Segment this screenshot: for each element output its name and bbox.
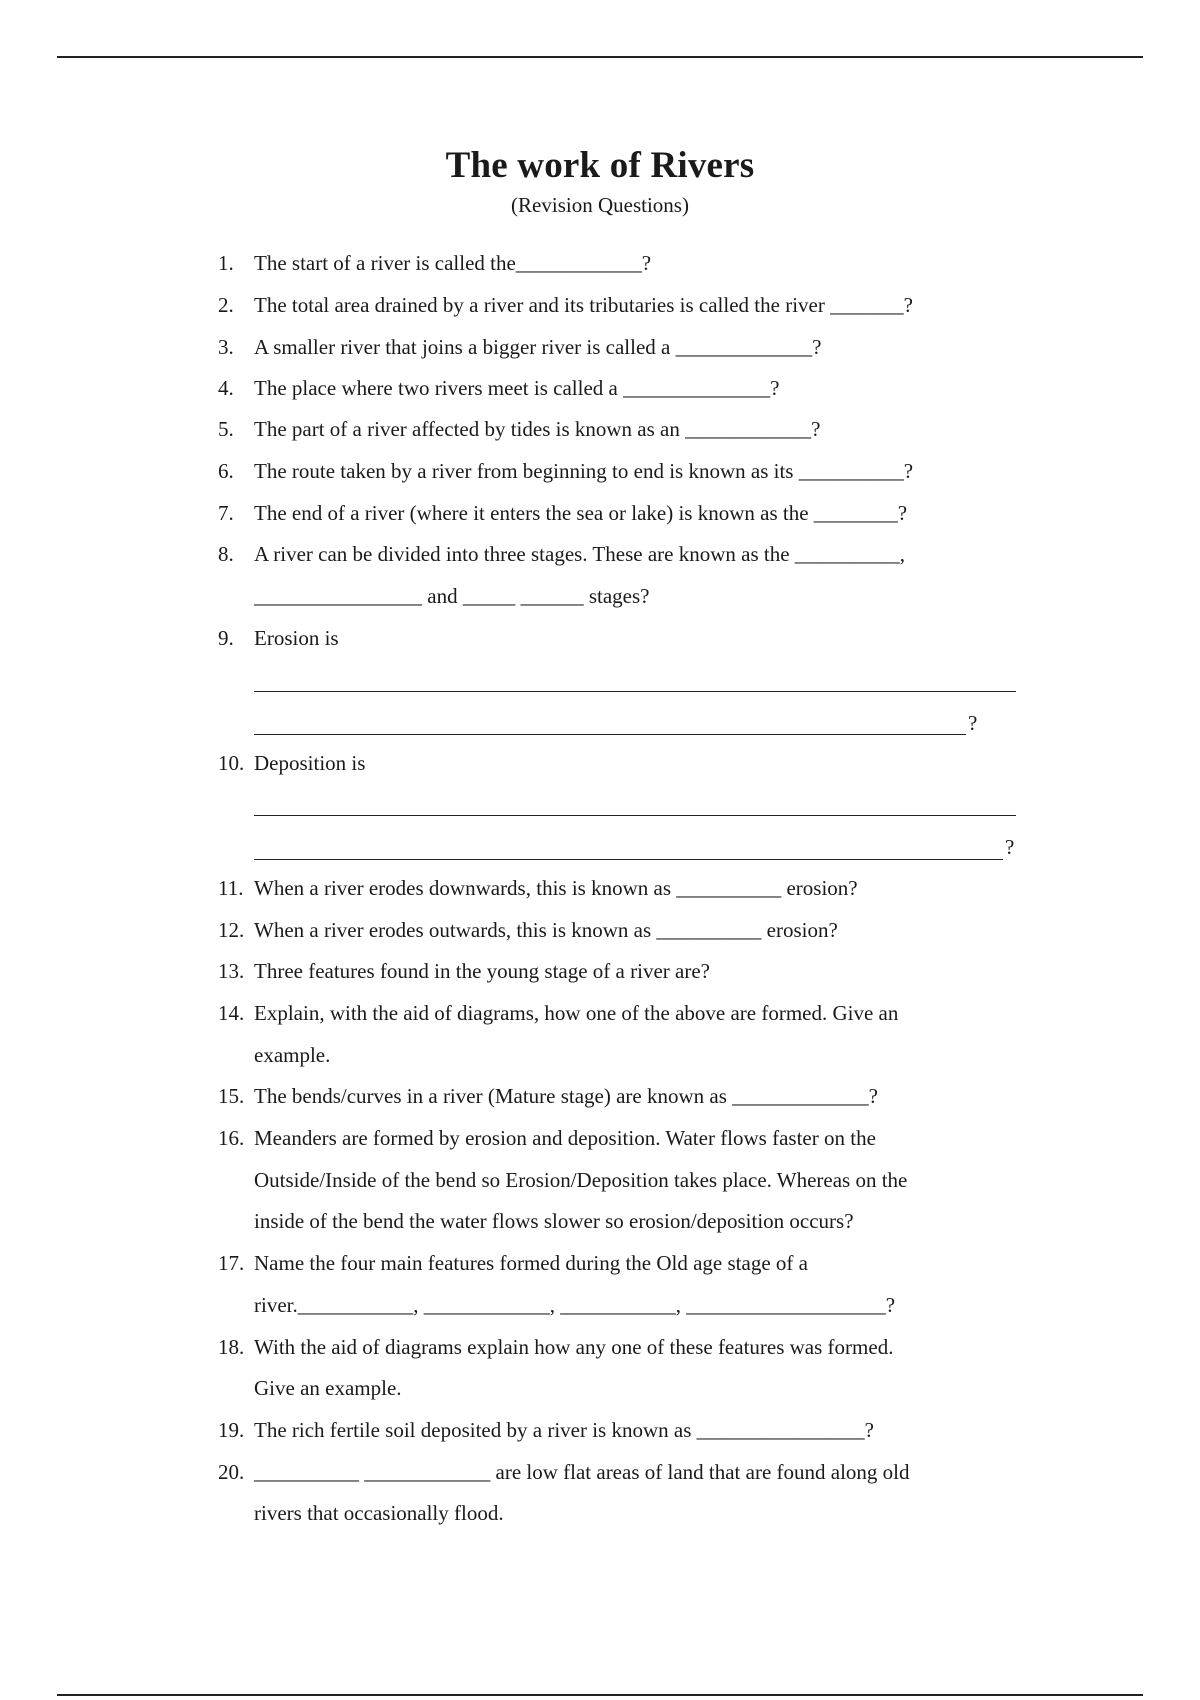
bottom-rule (57, 1694, 1143, 1696)
question-text: The total area drained by a river and its tributaries is called the river _______? (254, 293, 913, 317)
answer-line[interactable] (254, 734, 966, 735)
question-text: Meanders are formed by erosion and deposition. Water flows faster on the (254, 1126, 876, 1150)
question-number: 17. (218, 1251, 245, 1275)
question-number: 4. (218, 376, 234, 400)
question-text: The bends/curves in a river (Mature stage) are known as _____________? (254, 1084, 878, 1108)
question-16-continuation: inside of the bend the water flows slower so erosion/deposition occurs? (254, 1209, 854, 1233)
question-text: When a river erodes outwards, this is known as __________ erosion? (254, 918, 838, 942)
question-8-continuation: ________________ and _____ ______ stages? (254, 584, 650, 608)
question-17-continuation: river.___________, ____________, ___________, ___________________? (254, 1293, 896, 1317)
answer-line[interactable] (254, 859, 1003, 860)
answer-line[interactable] (254, 691, 1016, 692)
question-mark: ? (1005, 835, 1015, 859)
question-number: 9. (218, 626, 234, 650)
question-text: The start of a river is called the____________? (254, 251, 652, 275)
question-text: The end of a river (where it enters the sea or lake) is known as the ________? (254, 501, 908, 525)
question-text: Explain, with the aid of diagrams, how one of the above are formed. Give an (254, 1001, 899, 1025)
question-text: The part of a river affected by tides is known as an ____________? (254, 417, 821, 441)
question-number: 1. (218, 251, 234, 275)
question-text: A river can be divided into three stages. These are known as the __________, (254, 542, 906, 566)
page-title: The work of Rivers (445, 145, 755, 186)
question-text: Deposition is (254, 751, 366, 775)
question-number: 20. (218, 1460, 245, 1484)
question-mark: ? (968, 711, 978, 735)
question-number: 7. (218, 501, 234, 525)
question-18-continuation: Give an example. (254, 1376, 402, 1400)
question-number: 6. (218, 459, 234, 483)
question-number: 3. (218, 335, 234, 359)
question-text: The place where two rivers meet is called a ______________? (254, 376, 780, 400)
question-text: Erosion is (254, 626, 339, 650)
question-number: 14. (218, 1001, 245, 1025)
question-number: 2. (218, 293, 234, 317)
question-20-continuation: rivers that occasionally flood. (254, 1501, 504, 1525)
question-number: 18. (218, 1335, 245, 1359)
question-number: 12. (218, 918, 245, 942)
question-text: The route taken by a river from beginning to end is known as its __________? (254, 459, 914, 483)
question-14-continuation: example. (254, 1043, 331, 1067)
question-text: With the aid of diagrams explain how any one of these features was formed. (254, 1335, 894, 1359)
question-number: 5. (218, 417, 234, 441)
question-text: Name the four main features formed during the Old age stage of a (254, 1251, 808, 1275)
question-text: The rich fertile soil deposited by a river is known as ________________? (254, 1418, 874, 1442)
question-number: 13. (218, 959, 245, 983)
top-rule (57, 56, 1143, 58)
question-text: A smaller river that joins a bigger river is called a _____________? (254, 335, 822, 359)
question-text: __________ ____________ are low flat areas of land that are found along old (254, 1460, 910, 1484)
question-text: Three features found in the young stage of a river are? (254, 959, 710, 983)
question-text: When a river erodes downwards, this is known as __________ erosion? (254, 876, 858, 900)
question-number: 8. (218, 542, 234, 566)
question-number: 15. (218, 1084, 245, 1108)
question-16-continuation: Outside/Inside of the bend so Erosion/Deposition takes place. Whereas on the (254, 1168, 908, 1192)
question-number: 10. (218, 751, 245, 775)
question-number: 19. (218, 1418, 245, 1442)
question-number: 11. (218, 876, 244, 900)
page-subtitle: (Revision Questions) (511, 193, 689, 217)
answer-line[interactable] (254, 815, 1016, 816)
question-number: 16. (218, 1126, 245, 1150)
